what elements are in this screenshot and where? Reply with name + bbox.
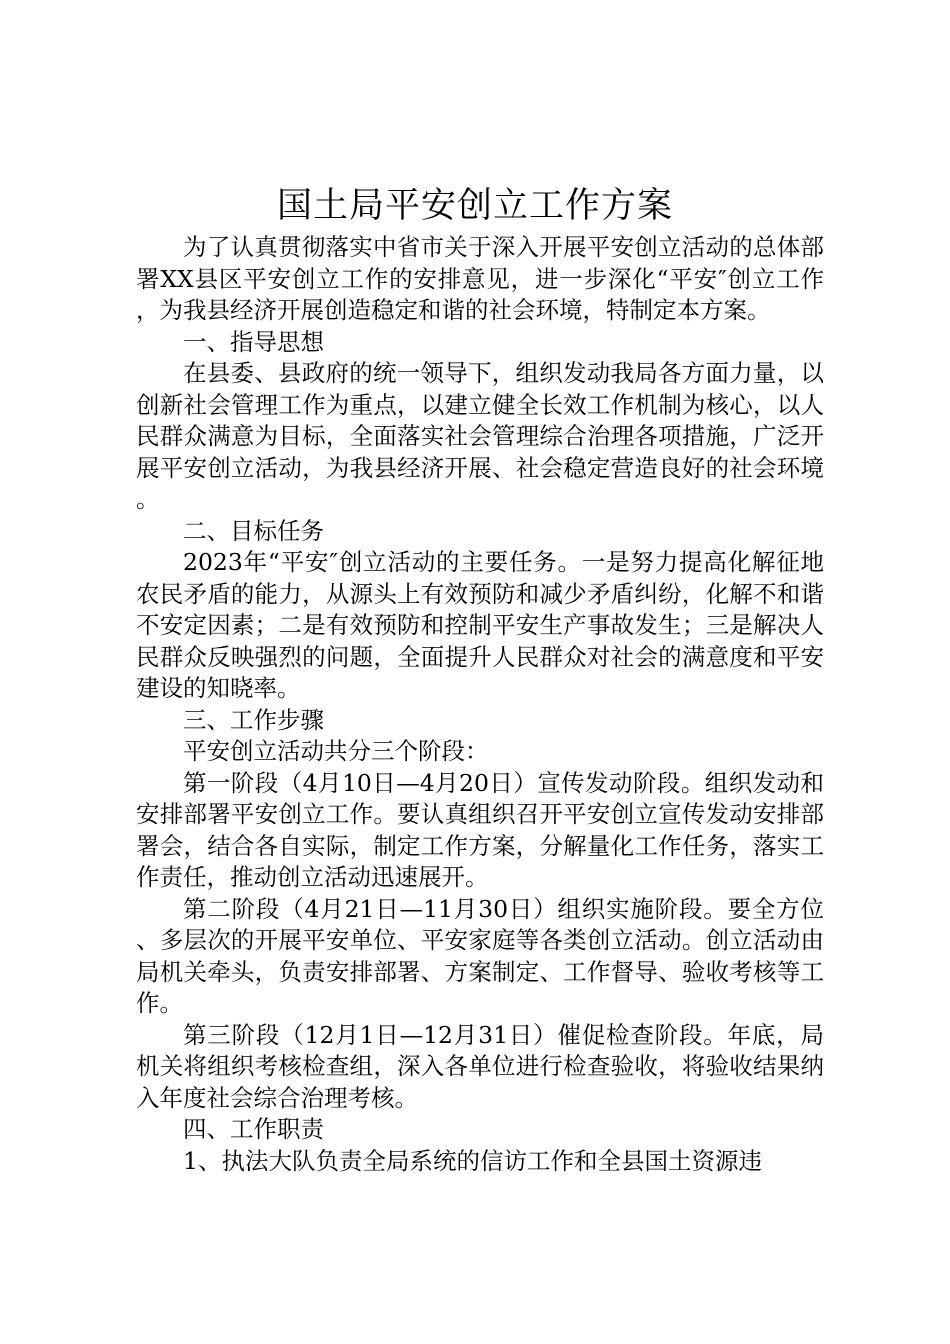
- work-steps-intro: 平安创立活动共分三个阶段：: [183, 737, 489, 765]
- section-heading-guiding-ideology: 一、指导思想: [183, 327, 324, 356]
- document-body: [136, 232, 824, 1177]
- responsibility-item-1: 1、执法大队负责全局系统的信访工作和全县国土资源违: [183, 1146, 762, 1175]
- intro-paragraph: 为了认真贯彻落实中省市关于深入开展平安创立活动的总体部署XX县区平安创立工作的安排意见，进一步深化“平安″创立工作，为我县经济开展创造稳定和谐的社会环境，特制定本方案。: [136, 233, 824, 324]
- objectives-paragraph: 2023年“平安″创立活动的主要任务。一是努力提高化解征地农民矛盾的能力，从源头上有效预防和减少矛盾纠纷，化解不和谐不安定因素；二是有效预防和控制平安生产事故发生；三是解决人民群众反映强烈的问题，全面提升人民群众对社会的满意度和平安建设的知晓率。: [136, 548, 824, 702]
- document-title: 国土局平安创立工作方案: [276, 186, 673, 226]
- section-heading-work-steps: 三、工作步骤: [183, 705, 324, 734]
- phase-one-paragraph: 第一阶段（4月10日—4月20日）宣传发动阶段。组织发动和安排部署平安创立工作。要认真组织召开平安创立宣传发动安排部署会，结合各自实际，制定工作方案，分解量化工作任务，落实工作责任，推动创立活动迅速展开。: [136, 768, 824, 891]
- section-heading-responsibilities: 四、工作职责: [183, 1115, 324, 1143]
- phase-two-paragraph: 第二阶段（4月21日—11月30日）组织实施阶段。要全方位、多层次的开展平安单位、平安家庭等各类创立活动。创立活动由局机关牵头，负责安排部署、方案制定、工作督导、验收考核等工作。: [136, 894, 824, 1017]
- guiding-ideology-paragraph: 在县委、县政府的统一领导下，组织发动我局各方面力量，以创新社会管理工作为重点，以建立健全长效工作机制为核心，以人民群众满意为目标，全面落实社会管理综合治理各项措施，广泛开展平安创立活动，为我县经济开展、社会稳定营造良好的社会环境。: [136, 359, 824, 513]
- section-heading-objectives: 二、目标任务: [183, 516, 324, 545]
- phase-three-paragraph: 第三阶段（12月1日—12月31日）催促检查阶段。年底，局机关将组织考核检查组，深入各单位进行检查验收，将验收结果纳入年度社会综合治理考核。: [136, 1020, 824, 1112]
